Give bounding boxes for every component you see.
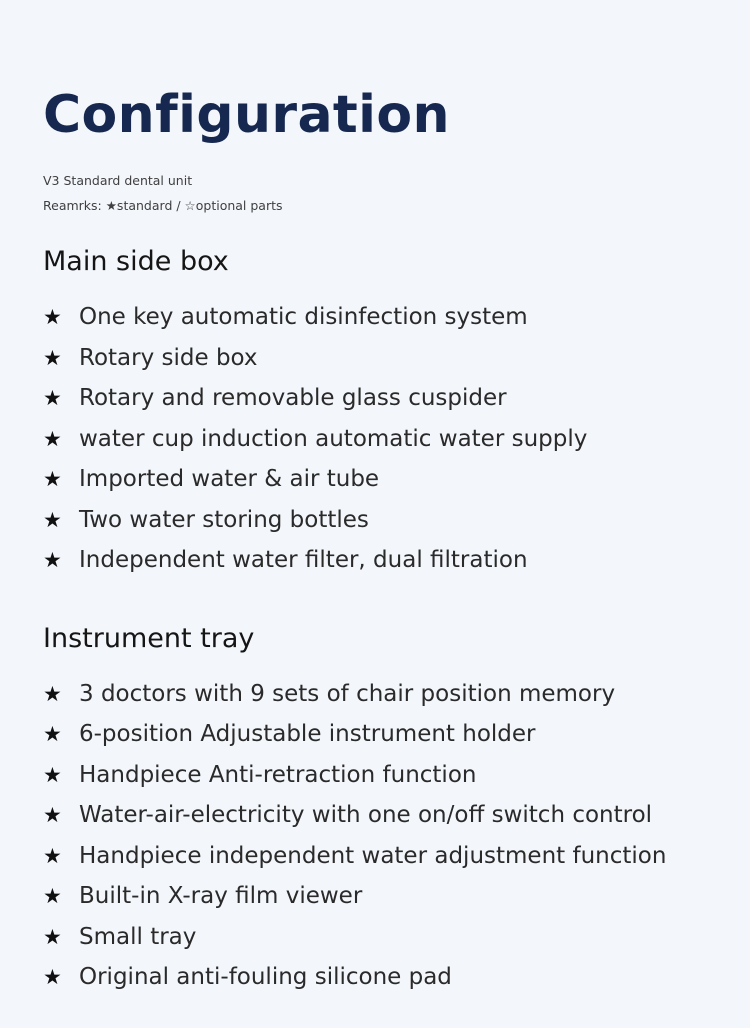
feature-list <box>43 674 723 998</box>
section-instrument-tray <box>43 623 723 998</box>
feature-item <box>43 297 723 338</box>
feature-item <box>43 714 723 755</box>
section-main-side-box <box>43 246 723 581</box>
star-icon: ★ <box>43 305 62 330</box>
section-title: Main side box <box>43 246 229 277</box>
feature-text: Rotary and removable glass cuspider <box>79 385 507 412</box>
star-icon: ★ <box>43 803 62 828</box>
star-icon: ★ <box>43 965 62 990</box>
feature-item <box>43 500 723 541</box>
star-icon: ★ <box>43 722 62 747</box>
feature-item <box>43 378 723 419</box>
star-icon: ★ <box>43 884 62 909</box>
feature-text: Rotary side box <box>79 344 258 371</box>
star-icon: ★ <box>43 345 62 370</box>
page-title: Configuration <box>43 85 450 145</box>
feature-item <box>43 755 723 796</box>
feature-item <box>43 419 723 460</box>
feature-text: Water-air-electricity with one on/off switch control <box>79 802 653 829</box>
feature-text: Original anti-fouling silicone pad <box>79 964 452 991</box>
feature-text: Independent water filter, dual filtration <box>79 547 528 574</box>
feature-item <box>43 459 723 500</box>
feature-text: 3 doctors with 9 sets of chair position memory <box>79 680 616 707</box>
feature-text: water cup induction automatic water supply <box>79 425 588 452</box>
feature-item <box>43 338 723 379</box>
feature-item <box>43 876 723 917</box>
feature-text: Small tray <box>79 923 197 950</box>
feature-item <box>43 795 723 836</box>
star-icon: ★ <box>43 843 62 868</box>
star-icon: ★ <box>43 467 62 492</box>
star-icon: ★ <box>43 507 62 532</box>
star-icon: ★ <box>43 548 62 573</box>
star-icon: ★ <box>43 681 62 706</box>
product-meta <box>43 168 723 218</box>
remarks-text: Reamrks: ★standard / ☆optional parts <box>43 198 283 213</box>
feature-text: Handpiece Anti-retraction function <box>79 761 477 788</box>
star-icon: ★ <box>43 924 62 949</box>
feature-list <box>43 297 723 581</box>
feature-item <box>43 674 723 715</box>
feature-text: Two water storing bottles <box>79 506 369 533</box>
section-title: Instrument tray <box>43 622 255 654</box>
feature-text: Built-in X-ray film viewer <box>79 883 363 910</box>
configuration-page <box>43 84 723 998</box>
star-icon: ★ <box>43 762 62 787</box>
product-subtitle: V3 Standard dental unit <box>43 173 193 188</box>
star-icon: ★ <box>43 386 62 411</box>
feature-text: Imported water & air tube <box>79 466 380 493</box>
feature-text: One key automatic disinfection system <box>79 304 528 331</box>
feature-text: 6-position Adjustable instrument holder <box>79 721 536 748</box>
feature-item <box>43 540 723 581</box>
feature-item <box>43 836 723 877</box>
star-icon: ★ <box>43 426 62 451</box>
feature-text: Handpiece independent water adjustment function <box>79 842 667 869</box>
feature-item <box>43 917 723 958</box>
feature-item <box>43 957 723 998</box>
